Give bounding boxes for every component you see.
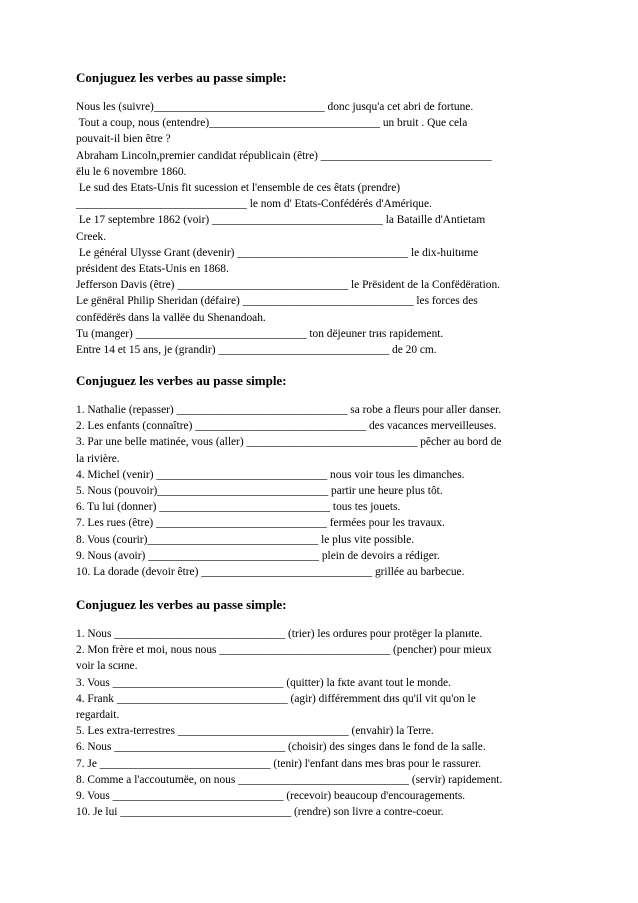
exercise-line: président des Etats-Unis en 1868.	[76, 263, 229, 276]
exercise-line: Le 17 septembre 1862 (voir) ______________________________ la Bataille d'Antietam	[76, 214, 486, 227]
exercise-lines	[76, 626, 576, 820]
exercise-line: 2. Les enfants (connaître) ______________________________ des vacances merveilleuses.	[76, 420, 497, 433]
exercise-line: 10. La dorade (devoir être) ______________________________ grillée au barbecue.	[76, 566, 465, 579]
section-heading: Conjuguez les verbes au passe simple:	[76, 373, 287, 388]
exercise-line: Le gёnёral Philip Sheridan (défaire) ______________________________ les forces des	[76, 295, 478, 308]
exercise-line: Creek.	[76, 230, 107, 243]
exercise-line: 2. Mon frère et moi, nous nous ______________________________ (pencher) pour mieux	[76, 644, 492, 657]
exercise-line: Tout a coup, nous (entendre)______________________________ un bruit . Que cela	[76, 117, 468, 130]
exercise-line: la rivière.	[76, 452, 120, 465]
exercise-line: 4. Michel (venir) ______________________________ nous voir tous les dimanches.	[76, 468, 465, 481]
exercise-lines	[76, 99, 576, 358]
exercise-line: ёlu le 6 novembre 1860.	[76, 165, 187, 178]
exercise-line: 6. Nous ______________________________ (choisir) des singes dans le fond de la salle.	[76, 741, 486, 754]
exercise-line: 8. Vous (courir)______________________________ le plus vite possible.	[76, 533, 415, 546]
exercise-line: 5. Les extra-terrestres ______________________________ (envahir) la Terre.	[76, 725, 434, 738]
exercise-line: 9. Nous (avoir) ______________________________ plein de devoirs a rédiger.	[76, 549, 440, 562]
section-heading: Conjuguez les verbes au passe simple:	[76, 70, 287, 85]
exercise-line: Le sud des Etats-Unis fit sucession et l'ensemble de ces êtats (prendre)	[76, 182, 401, 195]
exercise-section-1	[76, 70, 576, 358]
exercise-line: 9. Vous ______________________________ (recevoir) beaucoup d'encouragements.	[76, 790, 466, 803]
exercise-line: Le général Ulysse Grant (devenir) ______________________________ le dix-huitиme	[76, 246, 479, 259]
exercise-line: Entre 14 et 15 ans, je (grandir) ______________________________ de 20 cm.	[76, 344, 437, 357]
exercise-line: ______________________________ le nom d' Etats-Confédérés d'Amérique.	[76, 198, 432, 211]
exercise-line: 1. Nathalie (repasser) ______________________________ sa robe a fleurs pour aller danser.	[76, 404, 502, 416]
exercise-line: confёdёrёs dans la vallёe du Shenandoah.	[76, 311, 266, 324]
exercise-line: 1. Nous ______________________________ (trier) les ordures pour protёger la planиte.	[76, 628, 483, 640]
exercise-line: 8. Comme a l'accoutumёe, on nous ______________________________ (servir) rapidement.	[76, 773, 503, 786]
exercise-line: 7. Je ______________________________ (tenir) l'enfant dans mes bras pour le rassurer.	[76, 757, 482, 770]
exercise-line: 10. Je lui ______________________________ (rendre) son livre a contre-coeur.	[76, 806, 444, 819]
exercise-line: 6. Tu lui (donner) ______________________________ tous tes jouets.	[76, 501, 401, 514]
exercise-line: 4. Frank ______________________________ (agir) différemment dиs qu'il vit qu'on le	[76, 692, 476, 705]
exercise-lines	[76, 402, 576, 580]
exercise-line: Jefferson Davis (être) ______________________________ le Prёsident de la Confёdёration.	[76, 279, 501, 292]
section-heading: Conjuguez les verbes au passe simple:	[76, 597, 287, 612]
exercise-line: pouvait-il bien être ?	[76, 133, 171, 146]
exercise-section-2	[76, 373, 576, 580]
exercise-line: voir la scиne.	[76, 660, 138, 673]
exercise-line: 7. Les rues (être) ______________________________ fermées pour les travaux.	[76, 517, 445, 530]
exercise-line: 3. Vous ______________________________ (quitter) la fкte avant tout le monde.	[76, 676, 451, 689]
exercise-line: 3. Par une belle matinée, vous (aller) ______________________________ pêcher au bord de	[76, 436, 502, 449]
exercise-section-3	[76, 597, 576, 820]
exercise-line: Tu (manger) ______________________________ ton dёjeuner trиs rapidement.	[76, 327, 444, 340]
exercise-line: 5. Nous (pouvoir)______________________________ partir une heure plus tôt.	[76, 485, 443, 498]
exercise-line: regardait.	[76, 709, 120, 722]
exercise-line: Abraham Lincoln,premier candidat républicain (être) ______________________________	[76, 149, 492, 162]
exercise-line: Nous les (suivre)______________________________ donc jusqu'a cet abri de fortune.	[76, 101, 474, 113]
